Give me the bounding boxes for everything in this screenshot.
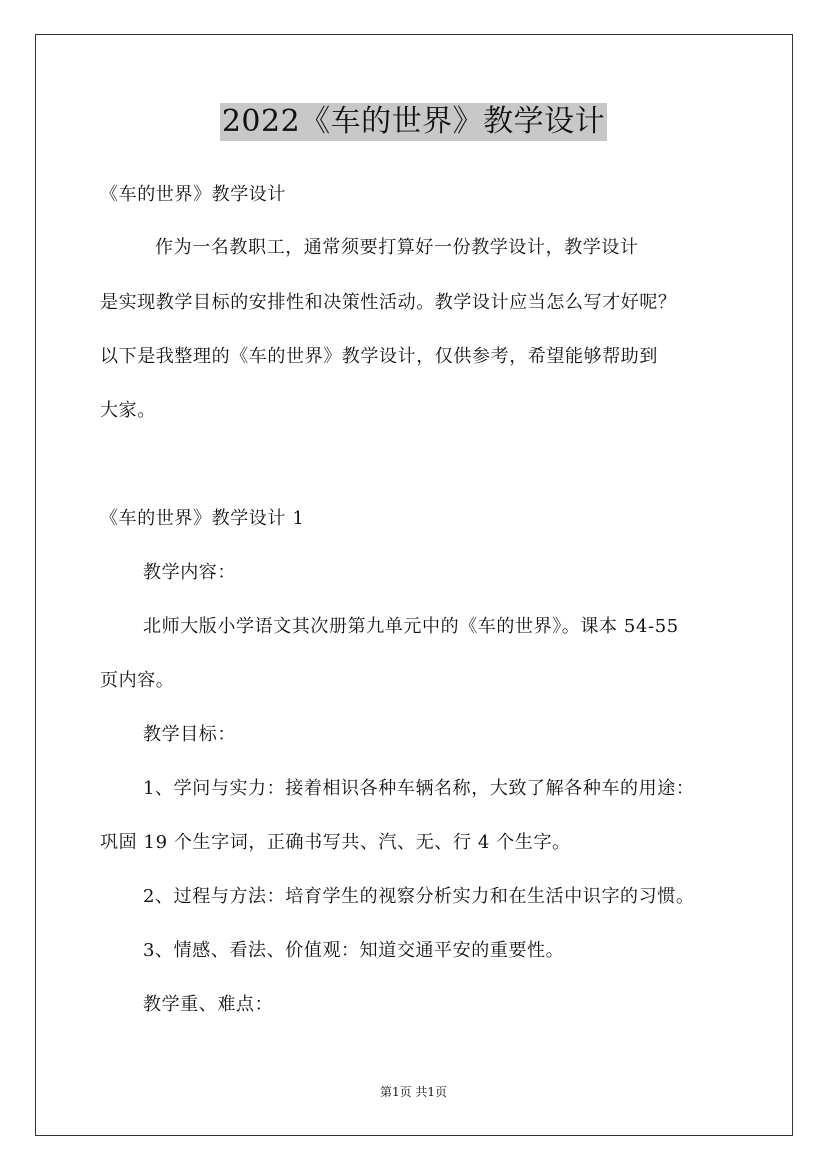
intro-line-4: 大家。 <box>100 400 156 421</box>
content-text-line-2: 页内容。 <box>100 670 175 691</box>
goal-line-2: 巩固 19 个生字词，正确书写共、汽、无、行 4 个生字。 <box>100 832 571 853</box>
document-title: 2022《车的世界》教学设计 <box>221 104 606 139</box>
intro-line-1: 作为一名教职工，通常须要打算好一份教学设计，教学设计 <box>155 237 639 258</box>
page-footer: 第1页 共1页 <box>379 1085 448 1099</box>
intro-line-2: 是实现教学目标的安排性和决策性活动。教学设计应当怎么写才好呢？ <box>100 292 677 313</box>
goals-label: 教学目标： <box>143 724 236 745</box>
title-container <box>0 103 827 141</box>
difficulty-label: 教学重、难点： <box>143 994 274 1015</box>
subtitle: 《车的世界》教学设计 <box>100 184 286 205</box>
goal-line-4: 3、情感、看法、价值观：知道交通平安的重要性。 <box>143 940 565 961</box>
section-heading: 《车的世界》教学设计 1 <box>100 508 305 529</box>
goal-line-1: 1、学问与实力：接着相识各种车辆名称，大致了解各种车的用途： <box>143 778 695 799</box>
content-label: 教学内容： <box>143 562 236 583</box>
content-text-line-1: 北师大版小学语文其次册第九单元中的《车的世界》。课本 54-55 <box>143 616 679 637</box>
intro-line-3: 以下是我整理的《车的世界》教学设计，仅供参考，希望能够帮助到 <box>100 346 658 367</box>
goal-line-3: 2、过程与方法：培育学生的视察分析实力和在生活中识字的习惯。 <box>143 886 695 907</box>
